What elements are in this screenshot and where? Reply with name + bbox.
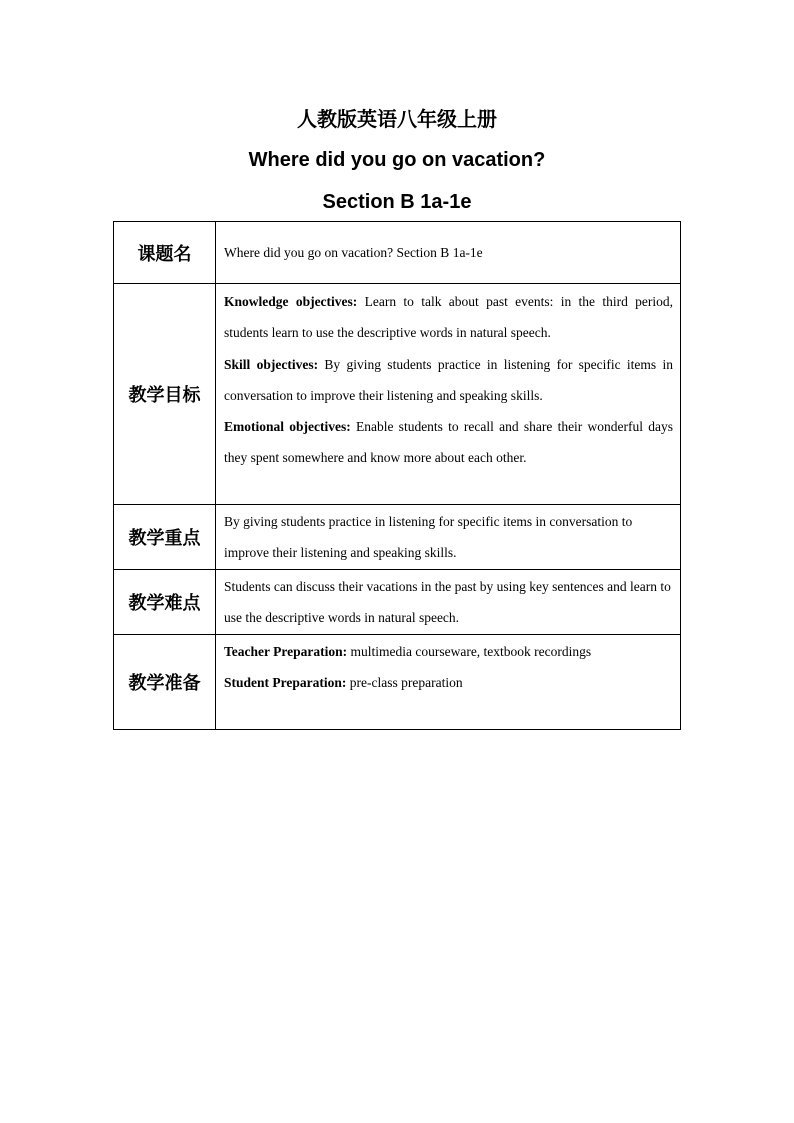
emotional-objectives-title: Emotional objectives: (224, 419, 351, 435)
preparation-label: 教学准备 (114, 634, 216, 729)
teacher-preparation (224, 636, 673, 667)
objectives-label: 教学目标 (114, 284, 216, 505)
table-row-preparation (114, 634, 681, 729)
key-points-label: 教学重点 (114, 505, 216, 570)
student-preparation-text: pre-class preparation (349, 674, 463, 690)
knowledge-objectives-title: Knowledge objectives: (224, 294, 358, 309)
knowledge-objectives-text: Learn to talk about past events: in the third period, students learn to use the descriptive words in natural speech. (224, 294, 674, 341)
student-preparation (224, 667, 673, 698)
objectives-content (216, 284, 681, 505)
section-title: Section B 1a-1e (322, 191, 472, 213)
table-row-objectives (114, 284, 681, 505)
teacher-preparation-text: multimedia courseware, textbook recordings (350, 643, 592, 659)
key-points-text: By giving students practice in listening for specific items in conversation to improve their listening and speaking skills. (216, 505, 681, 570)
difficulties-text: Students can discuss their vacations in the past by using key sentences and learn to use the descriptive words in natural speech. (216, 570, 681, 635)
emotional-objectives (224, 411, 673, 474)
table-row-difficulties (114, 570, 681, 635)
teacher-preparation-title: Teacher Preparation: (224, 643, 348, 659)
preparation-content (216, 634, 681, 729)
emotional-objectives-text: Enable students to recall and share their wonderful days they spent somewhere and know more about each other. (224, 419, 674, 466)
topic-label: 课题名 (114, 222, 216, 284)
lesson-plan-table (113, 221, 681, 730)
table-row-key-points (114, 505, 681, 570)
document-title: 人教版英语八年级上册 (297, 109, 497, 131)
skill-objectives-text: By giving students practice in listening for specific items in conversation to improve their listening and speaking skills. (224, 356, 674, 403)
knowledge-objectives (224, 286, 673, 349)
table-row-topic (114, 222, 681, 284)
lesson-title: Where did you go on vacation? (248, 149, 546, 171)
student-preparation-title: Student Preparation: (224, 674, 347, 690)
difficulties-label: 教学难点 (114, 570, 216, 635)
topic-text: Where did you go on vacation? Section B 1a-1e (216, 222, 681, 284)
skill-objectives-title: Skill objectives: (224, 356, 319, 372)
skill-objectives (224, 349, 673, 412)
